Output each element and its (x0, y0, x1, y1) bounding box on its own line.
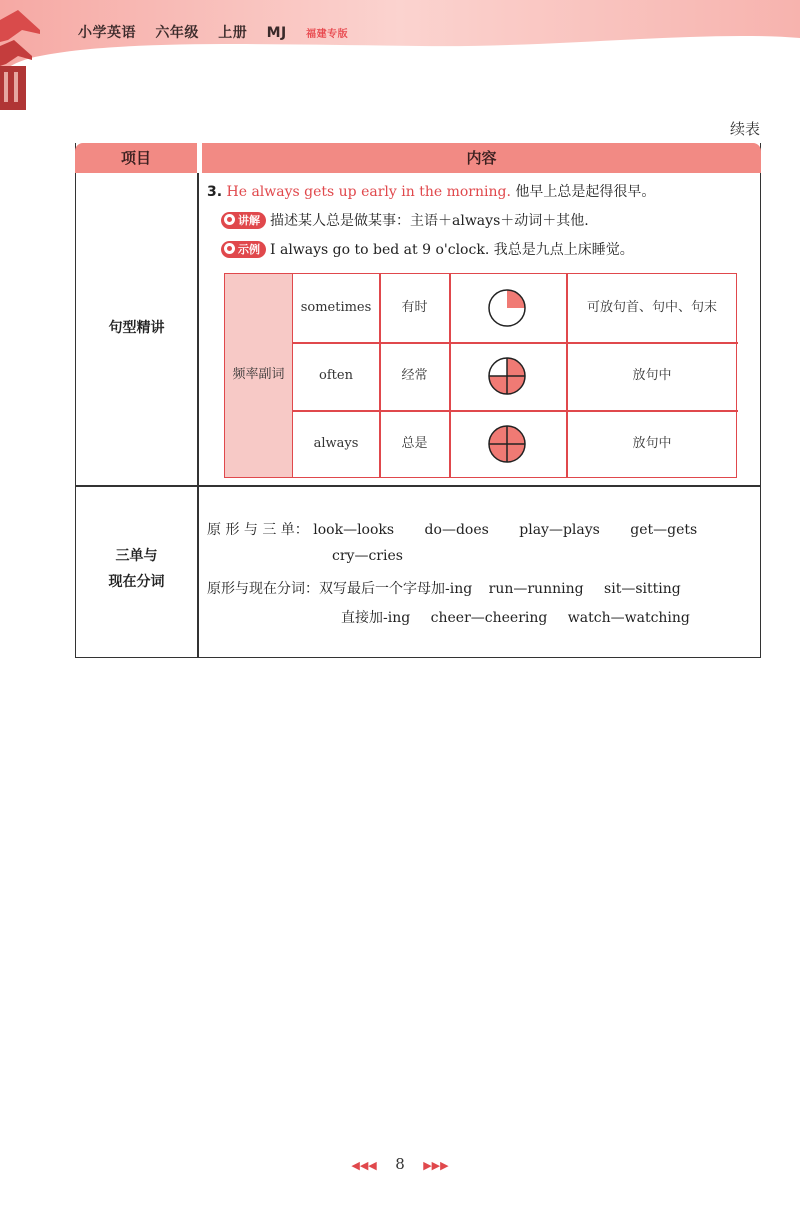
explain-badge (221, 212, 266, 229)
column-header-item: 项目 (75, 143, 197, 173)
header-title (78, 22, 362, 42)
freq-word-cell: always (313, 436, 359, 451)
word-pair: do—does (424, 522, 489, 538)
freq-word-cell: sometimes (300, 300, 372, 315)
freq-col-divider (449, 274, 451, 477)
word-pair: sit—sitting (604, 581, 681, 597)
example-badge (221, 241, 266, 258)
participle-prefix: 原形与现在分词：双写最后一个字母加-ing (207, 581, 473, 597)
section-label-line2: 现在分词 (108, 574, 165, 590)
freq-position-cell: 放句中 (632, 436, 672, 451)
word-pair: cry—cries (332, 548, 403, 564)
sentence-chinese: 他早上总是起得很早。 (515, 184, 656, 200)
freq-meaning-cell: 经常 (401, 368, 428, 383)
frequency-pie-chart (487, 288, 527, 328)
word-pair: cheer—cheering (430, 610, 548, 626)
previous-arrows-icon: ◀◀◀ (351, 1159, 377, 1172)
row-divider (76, 485, 760, 487)
header-subject: 小学英语 (78, 25, 136, 41)
frequency-adverb-table (224, 273, 737, 478)
header-grade: 六年级 (155, 25, 199, 41)
word-pair: run—running (488, 581, 584, 597)
next-arrows-icon: ▶▶▶ (423, 1159, 449, 1172)
participle-line-2 (341, 607, 690, 627)
content-table (75, 143, 761, 658)
participle-line (207, 578, 681, 598)
explain-line (221, 210, 589, 230)
word-pair: watch—watching (567, 610, 690, 626)
badge-dot-icon (224, 214, 235, 225)
page-header (0, 0, 800, 110)
freq-meaning-cell: 有时 (401, 300, 428, 315)
frequency-pie-chart (487, 356, 527, 396)
example-badge-label: 示例 (238, 243, 260, 256)
word-pair: get—gets (630, 522, 698, 538)
sentence-english: He always gets up early in the morning. (226, 184, 511, 200)
freq-position-cell: 放句中 (632, 368, 672, 383)
sentence-number: 3. (207, 184, 223, 200)
frequency-pie-chart (487, 424, 527, 464)
freq-meaning-cell: 总是 (401, 436, 428, 451)
word-pair: look—looks (313, 522, 395, 538)
section-label-third-person-participle (76, 543, 197, 595)
column-divider (197, 173, 199, 657)
header-banner-graphic (0, 0, 800, 110)
frequency-category-cell: 频率副词 (225, 274, 293, 477)
freq-position-cell: 可放句首、句中、句末 (586, 300, 717, 315)
header-volume: 上册 (218, 25, 248, 41)
explain-text: 描述某人总是做某事：主语＋always＋动词＋其他. (270, 213, 589, 229)
example-line (221, 239, 634, 259)
page-footer (0, 1155, 800, 1173)
column-header-content: 内容 (202, 143, 761, 173)
third-person-line (207, 519, 697, 539)
section-label-sentence-patterns: 句型精讲 (108, 320, 165, 336)
table-header-row (75, 143, 761, 173)
continued-label: 续表 (729, 120, 760, 138)
pencil-icon (224, 243, 235, 254)
section-label-line1: 三单与 (115, 548, 158, 564)
word-pair: play—plays (519, 522, 600, 538)
third-person-prefix: 原 形 与 三 单： (207, 522, 309, 538)
participle-prefix-2: 直接加-ing (341, 610, 411, 626)
header-edition: 福建专版 (306, 29, 349, 40)
sentence-line (207, 181, 655, 201)
example-text: I always go to bed at 9 o'clock. 我总是九点上床睡觉。 (270, 242, 634, 258)
page-number: 8 (395, 1155, 405, 1173)
freq-word-cell: often (319, 368, 353, 383)
explain-badge-label: 讲解 (238, 214, 260, 227)
header-version: MJ (266, 25, 287, 41)
